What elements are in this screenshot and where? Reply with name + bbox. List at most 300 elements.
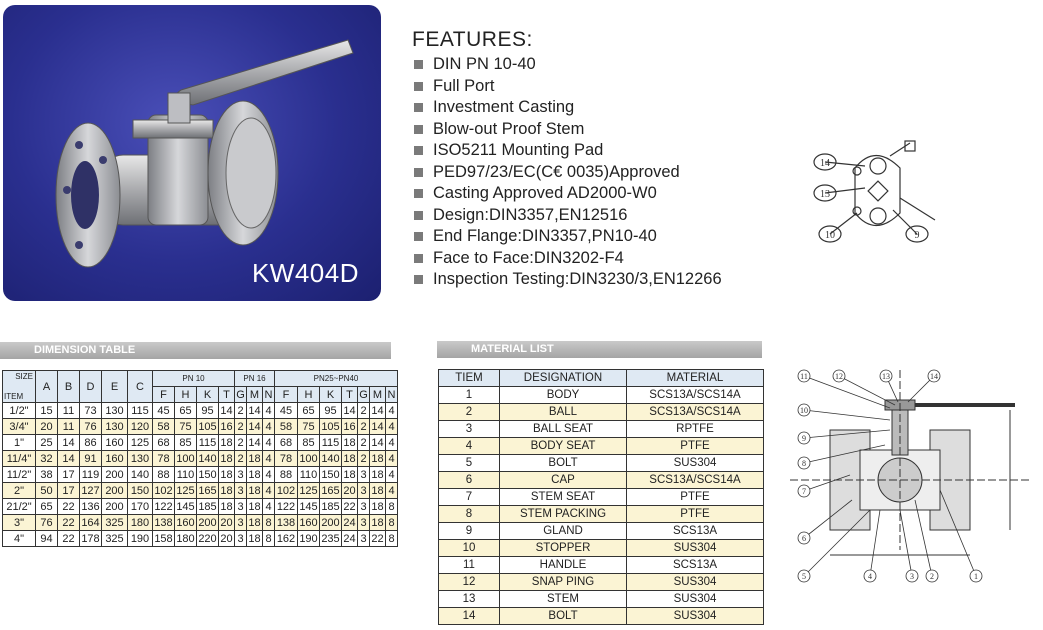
material-cell: SCS13A bbox=[627, 557, 764, 574]
dimension-cell: 200 bbox=[102, 483, 128, 499]
material-cell: SUS304 bbox=[627, 591, 764, 608]
dimension-cell: 3 bbox=[235, 483, 247, 499]
dimension-cell: 130 bbox=[128, 451, 153, 467]
model-label: KW404D bbox=[251, 258, 359, 288]
table-row bbox=[439, 455, 764, 472]
dimension-cell: 140 bbox=[321, 452, 340, 465]
designation-cell: SNAP PING bbox=[500, 574, 627, 591]
material-cell: SCS13A bbox=[627, 523, 764, 540]
designation-cell: HANDLE bbox=[500, 557, 627, 574]
dimension-cell: 3 bbox=[235, 499, 247, 515]
dimension-cell: 2 bbox=[358, 419, 370, 435]
section-label-6: 6 bbox=[802, 534, 806, 543]
dimension-cell: 200 bbox=[198, 516, 217, 529]
features-section bbox=[412, 28, 832, 291]
size-label: SIZE bbox=[15, 372, 33, 381]
dimension-cell: 3 bbox=[358, 499, 370, 515]
section-label-9: 9 bbox=[802, 434, 806, 443]
section-label-4: 4 bbox=[868, 572, 872, 581]
designation-cell: STEM SEAT bbox=[500, 489, 627, 506]
sub-col-header: H bbox=[298, 387, 320, 403]
dimension-cell: 140 bbox=[198, 452, 217, 465]
dimension-cell: 75 bbox=[298, 419, 320, 435]
dimension-cell: 18 bbox=[343, 452, 356, 465]
table-row bbox=[3, 451, 398, 467]
table-row bbox=[439, 506, 764, 523]
dimension-cell: 145 bbox=[299, 500, 318, 513]
dimension-cell: 14 bbox=[248, 404, 261, 417]
dimension-cell: 110 bbox=[298, 467, 320, 483]
dimension-cell: 3 bbox=[358, 467, 370, 483]
dimension-cell: 76 bbox=[36, 515, 58, 531]
dimension-cell: 18 bbox=[371, 468, 384, 481]
table-row bbox=[439, 438, 764, 455]
dimension-cell: 14 bbox=[220, 404, 233, 417]
table-row bbox=[439, 540, 764, 557]
dimension-table-body bbox=[3, 403, 398, 547]
sub-col-header: H bbox=[175, 387, 197, 403]
section-label-2: 2 bbox=[930, 572, 934, 581]
dimension-cell: 102 bbox=[154, 484, 173, 497]
dimension-cell: 4 bbox=[263, 467, 275, 483]
dimension-cell: 22 bbox=[58, 531, 80, 547]
dimension-cell: 65 bbox=[36, 499, 58, 515]
dimension-cell: 4 bbox=[263, 419, 275, 435]
product-photo bbox=[3, 5, 381, 301]
dimension-cell: 110 bbox=[175, 467, 197, 483]
ball-valve-illustration bbox=[3, 5, 381, 301]
dimension-cell: 120 bbox=[128, 419, 153, 435]
material-header-material: MATERIAL bbox=[627, 370, 764, 387]
dimension-cell: 4 bbox=[263, 483, 275, 499]
item-number-cell: 5 bbox=[439, 455, 500, 472]
feature-item: Casting Approved AD2000-W0 bbox=[412, 183, 832, 205]
dimension-cell: 91 bbox=[80, 451, 102, 467]
size-cell: 2" bbox=[3, 483, 36, 499]
dimension-cell: 130 bbox=[102, 403, 128, 419]
size-cell: 4" bbox=[3, 531, 36, 547]
dimension-cell: 200 bbox=[102, 499, 128, 515]
item-number-cell: 10 bbox=[439, 540, 500, 557]
pn2540-header: PN25~PN40 bbox=[275, 371, 398, 387]
dimension-cell: 190 bbox=[128, 531, 153, 547]
dimension-table-title: DIMENSION TABLE bbox=[0, 342, 391, 359]
dimension-cell: 20 bbox=[220, 516, 233, 529]
dimension-cell: 65 bbox=[298, 403, 320, 419]
dimension-cell: 200 bbox=[321, 516, 340, 529]
dimension-cell: 4 bbox=[263, 499, 275, 515]
table-row bbox=[439, 574, 764, 591]
dimension-cell: 4 bbox=[386, 451, 398, 467]
dimension-cell: 325 bbox=[102, 531, 128, 547]
dimension-cell: 8 bbox=[386, 499, 398, 515]
dimension-cell: 4 bbox=[263, 435, 275, 451]
dimension-cell: 2 bbox=[358, 451, 370, 467]
dimension-cell: 15 bbox=[36, 403, 58, 419]
dimension-cell: 18 bbox=[248, 452, 261, 465]
dimension-cell: 95 bbox=[197, 403, 219, 419]
dimension-cell: 2 bbox=[358, 403, 370, 419]
dimension-cell: 4 bbox=[386, 467, 398, 483]
table-row bbox=[439, 421, 764, 438]
dimension-cell: 75 bbox=[175, 419, 197, 435]
dimension-cell: 14 bbox=[371, 420, 384, 433]
dimension-cell: 14 bbox=[58, 435, 80, 451]
material-cell: PTFE bbox=[627, 438, 764, 455]
section-label-12: 12 bbox=[835, 372, 843, 381]
dimension-cell: 14 bbox=[58, 451, 80, 467]
dimension-cell: 73 bbox=[80, 403, 102, 419]
dimension-cell: 165 bbox=[321, 484, 340, 497]
dimension-cell: 2 bbox=[235, 403, 247, 419]
dimension-cell: 38 bbox=[36, 467, 58, 483]
dimension-cell: 122 bbox=[275, 499, 298, 515]
dimension-cell: 115 bbox=[197, 435, 219, 451]
table-row bbox=[3, 403, 398, 419]
dimension-cell: 78 bbox=[153, 451, 175, 467]
dimension-cell: 170 bbox=[128, 499, 153, 515]
table-row bbox=[439, 523, 764, 540]
dimension-cell: 102 bbox=[275, 483, 298, 499]
dimension-cell: 3 bbox=[358, 531, 370, 547]
dimension-cell: 4 bbox=[263, 403, 275, 419]
dimension-cell: 3 bbox=[358, 483, 370, 499]
col-header: C bbox=[128, 371, 153, 403]
item-label: ITEM bbox=[4, 392, 24, 401]
dimension-cell: 150 bbox=[198, 468, 217, 481]
dimension-cell: 122 bbox=[154, 500, 173, 513]
section-label-1: 1 bbox=[974, 572, 978, 581]
sub-col-header: T bbox=[219, 387, 235, 403]
dimension-cell: 18 bbox=[371, 516, 384, 529]
dimension-cell: 86 bbox=[80, 435, 102, 451]
dimension-cell: 18 bbox=[371, 484, 384, 497]
feature-item: End Flange:DIN3357,PN10-40 bbox=[412, 226, 832, 248]
feature-item: ISO5211 Mounting Pad bbox=[412, 140, 832, 162]
designation-cell: STOPPER bbox=[500, 540, 627, 557]
dimension-cell: 220 bbox=[198, 532, 217, 545]
dimension-cell: 2 bbox=[358, 435, 370, 451]
material-header-designation: DESIGNATION bbox=[500, 370, 627, 387]
material-cell: SCS13A/SCS14A bbox=[627, 472, 764, 489]
feature-item: Full Port bbox=[412, 76, 832, 98]
dimension-cell: 140 bbox=[128, 467, 153, 483]
table-row bbox=[3, 435, 398, 451]
dimension-cell: 18 bbox=[220, 452, 233, 465]
dimension-cell: 95 bbox=[320, 403, 342, 419]
designation-cell: BODY SEAT bbox=[500, 438, 627, 455]
feature-item: Investment Casting bbox=[412, 97, 832, 119]
designation-cell: BOLT bbox=[500, 455, 627, 472]
dimension-cell: 94 bbox=[36, 531, 58, 547]
dimension-cell: 325 bbox=[102, 515, 128, 531]
dimension-cell: 8 bbox=[386, 531, 398, 547]
dimension-cell: 76 bbox=[80, 419, 102, 435]
dimension-cell: 4 bbox=[263, 451, 275, 467]
mount-label-13: 13 bbox=[820, 189, 830, 200]
size-cell: 11/2" bbox=[3, 467, 36, 483]
dimension-cell: 127 bbox=[81, 484, 100, 497]
dimension-cell: 3 bbox=[235, 531, 247, 547]
dimension-cell: 18 bbox=[220, 468, 233, 481]
sub-col-header: M bbox=[370, 387, 386, 403]
dimension-cell: 8 bbox=[386, 515, 398, 531]
dimension-cell: 178 bbox=[81, 532, 100, 545]
designation-cell: BALL SEAT bbox=[500, 421, 627, 438]
sub-col-header: G bbox=[236, 388, 245, 401]
dimension-cell: 25 bbox=[36, 435, 58, 451]
dimension-cell: 145 bbox=[176, 500, 195, 513]
dimension-cell: 22 bbox=[58, 515, 80, 531]
valve-section-drawing bbox=[790, 360, 1040, 590]
dimension-cell: 14 bbox=[343, 404, 356, 417]
dimension-cell: 115 bbox=[128, 403, 153, 419]
size-cell: 21/2" bbox=[3, 499, 36, 515]
dimension-cell: 18 bbox=[220, 500, 233, 513]
dimension-cell: 16 bbox=[220, 420, 233, 433]
table-row bbox=[439, 472, 764, 489]
dimension-cell: 20 bbox=[36, 419, 58, 435]
dimension-cell: 11 bbox=[58, 403, 80, 419]
sub-col-header: F bbox=[275, 387, 298, 403]
item-number-cell: 1 bbox=[439, 387, 500, 404]
item-number-cell: 3 bbox=[439, 421, 500, 438]
size-item-header bbox=[3, 371, 36, 403]
pn16-header: PN 16 bbox=[235, 371, 275, 387]
dimension-cell: 180 bbox=[176, 532, 195, 545]
dimension-cell: 18 bbox=[220, 484, 233, 497]
dimension-cell: 100 bbox=[299, 452, 318, 465]
material-table bbox=[438, 369, 764, 625]
dimension-cell: 160 bbox=[176, 516, 195, 529]
material-header-item: TIEM bbox=[439, 370, 500, 387]
sub-col-header: K bbox=[197, 387, 219, 403]
dimension-cell: 105 bbox=[321, 420, 340, 433]
mounting-pad-drawing bbox=[805, 138, 945, 248]
dimension-cell: 164 bbox=[81, 516, 100, 529]
item-number-cell: 6 bbox=[439, 472, 500, 489]
item-number-cell: 12 bbox=[439, 574, 500, 591]
dimension-cell: 185 bbox=[321, 500, 340, 513]
sub-col-header: N bbox=[263, 387, 275, 403]
dimension-cell: 3 bbox=[235, 467, 247, 483]
item-number-cell: 11 bbox=[439, 557, 500, 574]
section-label-14: 14 bbox=[930, 372, 938, 381]
dimension-cell: 160 bbox=[299, 516, 318, 529]
dimension-cell: 160 bbox=[102, 451, 128, 467]
col-header: E bbox=[102, 371, 128, 403]
dimension-cell: 190 bbox=[299, 532, 318, 545]
dimension-cell: 14 bbox=[248, 420, 261, 433]
size-cell: 1" bbox=[3, 435, 36, 451]
dimension-cell: 115 bbox=[320, 435, 342, 451]
dimension-cell: 16 bbox=[343, 420, 356, 433]
dimension-cell: 18 bbox=[248, 532, 261, 545]
dimension-cell: 45 bbox=[275, 403, 298, 419]
features-title: FEATURES: bbox=[412, 28, 533, 51]
section-label-8: 8 bbox=[802, 459, 806, 468]
dimension-cell: 18 bbox=[371, 500, 384, 513]
sub-col-header: N bbox=[386, 387, 398, 403]
dimension-cell: 17 bbox=[58, 483, 80, 499]
dimension-cell: 18 bbox=[343, 436, 356, 449]
mount-label-9: 9 bbox=[914, 230, 920, 241]
dimension-cell: 85 bbox=[175, 435, 197, 451]
dimension-cell: 22 bbox=[343, 500, 356, 513]
material-cell: PTFE bbox=[627, 489, 764, 506]
dimension-cell: 2 bbox=[235, 451, 247, 467]
dimension-cell: 136 bbox=[81, 500, 100, 513]
item-number-cell: 9 bbox=[439, 523, 500, 540]
dimension-cell: 88 bbox=[153, 467, 175, 483]
dimension-cell: 125 bbox=[128, 435, 153, 451]
dimension-cell: 4 bbox=[386, 419, 398, 435]
dimension-cell: 85 bbox=[298, 435, 320, 451]
dimension-cell: 8 bbox=[263, 531, 275, 547]
dimension-cell: 14 bbox=[371, 436, 384, 449]
section-label-7: 7 bbox=[802, 487, 806, 496]
dimension-cell: 22 bbox=[371, 532, 384, 545]
material-cell: SUS304 bbox=[627, 574, 764, 591]
dimension-cell: 138 bbox=[154, 516, 173, 529]
dimension-cell: 125 bbox=[299, 484, 318, 497]
dimension-cell: 162 bbox=[275, 531, 298, 547]
dimension-cell: 20 bbox=[343, 484, 356, 497]
dimension-cell: 4 bbox=[386, 483, 398, 499]
dimension-cell: 20 bbox=[220, 532, 233, 545]
dimension-cell: 2 bbox=[235, 435, 247, 451]
dimension-cell: 45 bbox=[153, 403, 175, 419]
mount-label-14: 14 bbox=[820, 158, 830, 169]
section-label-13: 13 bbox=[882, 372, 890, 381]
dimension-cell: 200 bbox=[102, 467, 128, 483]
dimension-cell: 138 bbox=[275, 515, 298, 531]
dimension-cell: 78 bbox=[275, 451, 298, 467]
item-number-cell: 14 bbox=[439, 608, 500, 625]
designation-cell: STEM bbox=[500, 591, 627, 608]
dimension-cell: 160 bbox=[102, 435, 128, 451]
table-row bbox=[439, 608, 764, 625]
designation-cell: BALL bbox=[500, 404, 627, 421]
table-row bbox=[439, 489, 764, 506]
sub-col-header: F bbox=[153, 387, 175, 403]
dimension-cell: 100 bbox=[176, 452, 195, 465]
dimension-cell: 158 bbox=[154, 532, 173, 545]
dimension-cell: 18 bbox=[248, 500, 261, 513]
dimension-cell: 17 bbox=[58, 467, 80, 483]
table-row bbox=[439, 387, 764, 404]
dimension-cell: 18 bbox=[343, 468, 356, 481]
table-row bbox=[439, 404, 764, 421]
dimension-cell: 125 bbox=[176, 484, 195, 497]
dimension-cell: 3 bbox=[358, 515, 370, 531]
material-cell: SUS304 bbox=[627, 455, 764, 472]
designation-cell: BOLT bbox=[500, 608, 627, 625]
dimension-cell: 68 bbox=[153, 435, 175, 451]
mount-label-10: 10 bbox=[825, 230, 835, 241]
dimension-cell: 24 bbox=[343, 532, 356, 545]
designation-cell: CAP bbox=[500, 472, 627, 489]
dimension-cell: 18 bbox=[248, 468, 261, 481]
dimension-cell: 68 bbox=[275, 435, 298, 451]
col-header: D bbox=[80, 371, 102, 403]
dimension-cell: 105 bbox=[198, 420, 217, 433]
dimension-cell: 8 bbox=[263, 515, 275, 531]
table-row bbox=[3, 515, 398, 531]
item-number-cell: 7 bbox=[439, 489, 500, 506]
dimension-cell: 119 bbox=[80, 467, 102, 483]
dimension-cell: 11 bbox=[58, 419, 80, 435]
designation-cell: BODY bbox=[500, 387, 627, 404]
material-cell: RPTFE bbox=[627, 421, 764, 438]
dimension-cell: 65 bbox=[175, 403, 197, 419]
features-list bbox=[412, 54, 832, 291]
material-table-body bbox=[439, 387, 764, 625]
col-header: B bbox=[58, 371, 80, 403]
dimension-cell: 58 bbox=[153, 419, 175, 435]
dimension-cell: 32 bbox=[36, 451, 58, 467]
pn10-header: PN 10 bbox=[153, 371, 235, 387]
material-cell: SCS13A/SCS14A bbox=[627, 404, 764, 421]
material-cell: SUS304 bbox=[627, 608, 764, 625]
dimension-cell: 165 bbox=[198, 484, 217, 497]
section-label-10: 10 bbox=[800, 406, 808, 415]
section-label-3: 3 bbox=[910, 572, 914, 581]
material-cell: SCS13A/SCS14A bbox=[627, 387, 764, 404]
dimension-cell: 18 bbox=[248, 516, 261, 529]
dimension-cell: 185 bbox=[198, 500, 217, 513]
section-label-5: 5 bbox=[802, 572, 806, 581]
item-number-cell: 13 bbox=[439, 591, 500, 608]
dimension-table bbox=[2, 370, 398, 547]
dimension-cell: 235 bbox=[321, 532, 340, 545]
sub-col-header: K bbox=[320, 387, 342, 403]
dimension-cell: 50 bbox=[36, 483, 58, 499]
feature-item: Inspection Testing:DIN3230/3,EN12266 bbox=[412, 269, 832, 291]
dimension-cell: 88 bbox=[275, 467, 298, 483]
dimension-cell: 150 bbox=[128, 483, 153, 499]
feature-item: Design:DIN3357,EN12516 bbox=[412, 205, 832, 227]
size-cell: 1/2" bbox=[3, 403, 36, 419]
designation-cell: GLAND bbox=[500, 523, 627, 540]
table-row bbox=[3, 483, 398, 499]
item-number-cell: 4 bbox=[439, 438, 500, 455]
dimension-cell: 22 bbox=[58, 499, 80, 515]
dimension-cell: 130 bbox=[102, 419, 128, 435]
table-row bbox=[3, 531, 398, 547]
dimension-cell: 58 bbox=[275, 419, 298, 435]
feature-item: DIN PN 10-40 bbox=[412, 54, 832, 76]
dimension-cell: 24 bbox=[343, 516, 356, 529]
section-label-11: 11 bbox=[800, 372, 808, 381]
table-row bbox=[3, 499, 398, 515]
dimension-cell: 150 bbox=[321, 468, 340, 481]
sub-col-header: T bbox=[342, 387, 358, 403]
feature-item: Face to Face:DIN3202-F4 bbox=[412, 248, 832, 270]
col-header: A bbox=[36, 371, 58, 403]
dimension-cell: 4 bbox=[386, 403, 398, 419]
size-cell: 3/4" bbox=[3, 419, 36, 435]
dimension-cell: 14 bbox=[248, 436, 261, 449]
item-number-cell: 2 bbox=[439, 404, 500, 421]
dimension-cell: 2 bbox=[235, 419, 247, 435]
sub-col-header: G bbox=[359, 388, 368, 401]
size-cell: 11/4" bbox=[3, 451, 36, 467]
material-cell: PTFE bbox=[627, 506, 764, 523]
table-row bbox=[439, 591, 764, 608]
dimension-cell: 18 bbox=[371, 452, 384, 465]
table-row bbox=[3, 467, 398, 483]
